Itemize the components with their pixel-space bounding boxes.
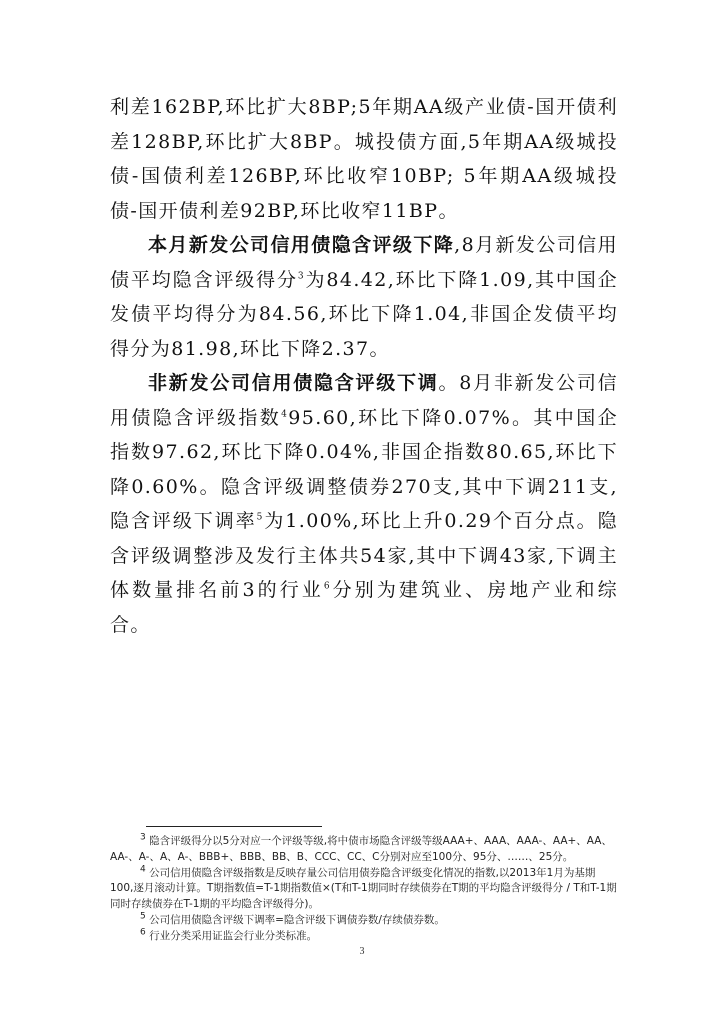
footnote-item: [110, 913, 618, 929]
paragraph-text: 95.60,环比下降0.07%。其中国企指数97.62,环比下降0.04%,非国企指数80.65,环比下降0.60%。隐含评级调整债券270支,其中下调211支,隐含评级下调率: [110, 406, 618, 532]
footnote-ref[interactable]: 6: [323, 581, 331, 592]
paragraph-heading: 非新发公司信用债隐含评级下调: [148, 372, 439, 394]
footnote-number: 3: [140, 832, 146, 843]
paragraph-text: 分别为建筑业、房地产业和综合。: [110, 579, 618, 636]
footnote-number: 4: [140, 864, 146, 875]
footnote-ref[interactable]: 5: [256, 512, 264, 523]
paragraph-text: 为1.00%,环比上升0.29个百分点。隐含评级调整涉及发行主体共54家,其中下调43家,下调主体数量排名前3的行业: [110, 510, 618, 601]
paragraph-outstanding-rating: [110, 366, 618, 642]
paragraph-heading: 本月新发公司信用债隐含评级下降: [148, 234, 455, 256]
footnote-number: 6: [140, 927, 146, 938]
paragraph-new-issue-rating: [110, 228, 618, 366]
footnote-divider: [146, 826, 322, 827]
footnote-item: [110, 834, 618, 866]
paragraph-text: 利差162BP,环比扩大8BP;5年期AA级产业债-国开债利差128BP,环比扩大8BP。城投债方面,5年期AA级城投债-国债利差126BP,环比收窄10BP; 5年期AA级城投债-国开债利差92BP,环比收窄11BP。: [110, 96, 618, 222]
footnote-text: 隐含评级得分以5分对应一个评级等级,将中债市场隐含评级等级AAA+、AAA、AAA-、AA+、AA、AA-、A-、A、A-、BBB+、BBB、BB、B、CCC、CC、C分别对应至100分、95分、……、25分。: [110, 835, 612, 863]
footnote-ref[interactable]: 4: [281, 409, 289, 420]
footnotes: [110, 834, 618, 945]
page-number: 3: [359, 946, 365, 957]
footnote-number: 5: [140, 911, 146, 922]
paragraph-text: 。8月非新发公司信用债隐含评级指数: [110, 372, 618, 429]
footnote-text: 行业分类采用证监会行业分类标准。: [149, 929, 318, 942]
footnote-ref[interactable]: 3: [297, 271, 306, 282]
footnote-text: 公司信用债隐含评级指数是反映存量公司信用债券隐含评级变化情况的指数,以2013年1月为基期100,逐月滚动计算。T期指数值=T-1期指数值×(T和T-1期同时存续债券在T期的平均隐含评级得分 / T和T-1期同时存续债券在T-1期的平均隐含评级得分)。: [110, 866, 617, 911]
footnote-item: [110, 866, 618, 913]
paragraph-text: 为84.42,环比下降1.09,其中国企发债平均得分为84.56,环比下降1.04,非国企发债平均得分为81.98,环比下降2.37。: [110, 268, 619, 360]
footnote-item: [110, 929, 618, 945]
paragraph-text: ,8月新发公司信用债平均隐含评级得分: [110, 234, 618, 291]
paragraph-spread-summary: [110, 90, 618, 228]
footnote-text: 公司信用债隐含评级下调率=隐含评级下调债券数/存续债券数。: [149, 913, 445, 926]
